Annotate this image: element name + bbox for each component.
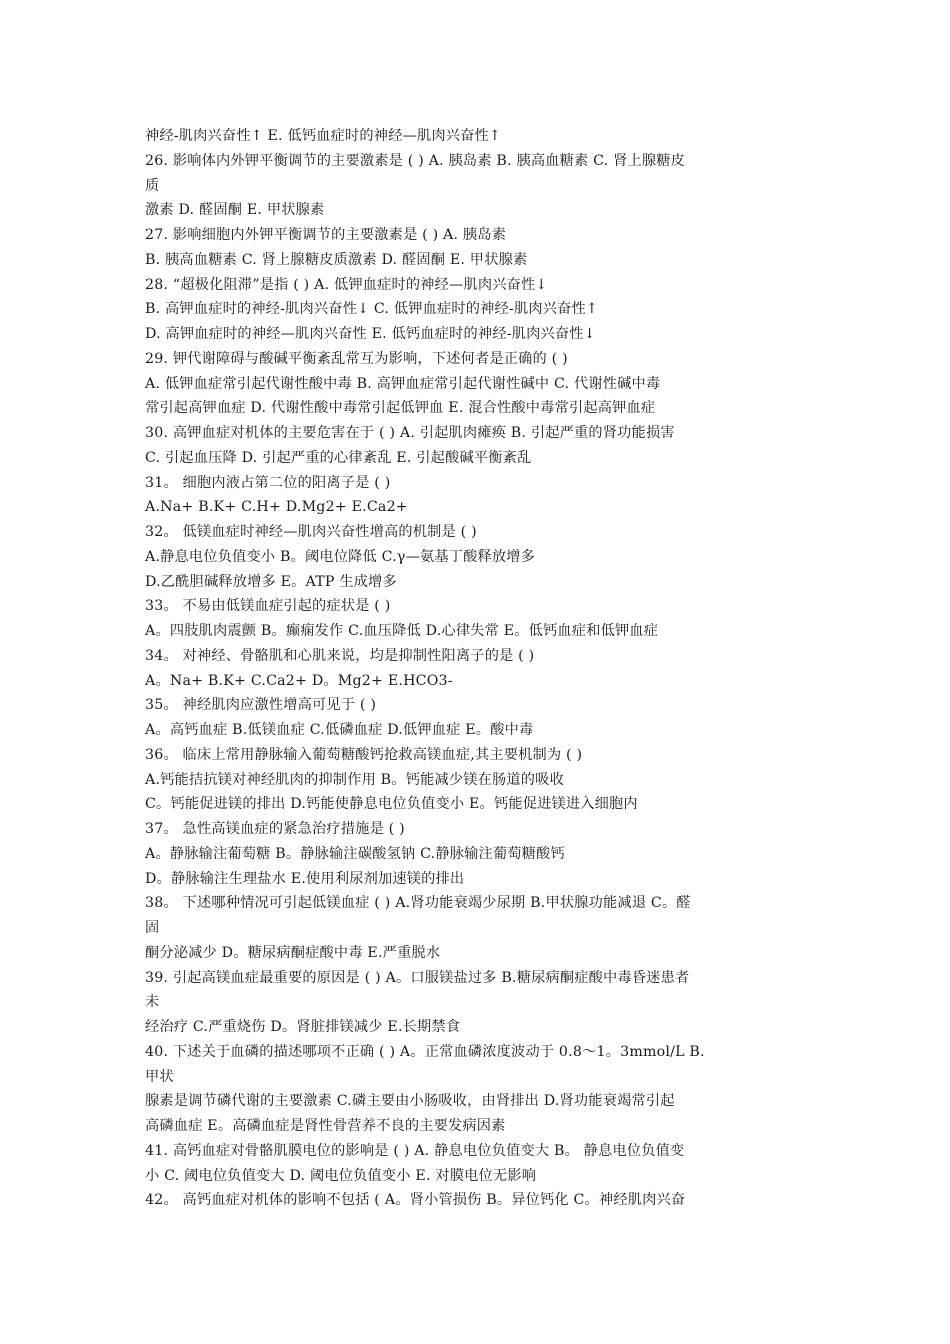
text-line: 39. 引起高镁血症最重要的原因是 ( ) A。口服镁盐过多 B.糖尿病酮症酸中毒昏迷患者 [145, 969, 690, 986]
text-line: 38。 下述哪种情况可引起低镁血症 ( ) A.肾功能衰竭少尿期 B.甲状腺功能减退 C。醛 [145, 895, 691, 912]
text-line: 常引起高钾血症 D. 代谢性酸中毒常引起低钾血 E. 混合性酸中毒常引起高钾血症 [145, 400, 656, 417]
text-line: 甲状 [145, 1068, 174, 1085]
text-line: C. 引起血压降 D. 引起严重的心律紊乱 E. 引起酸碱平衡紊乱 [145, 449, 532, 466]
text-line: 42。 高钙血症对机体的影响不包括 ( A。肾小管损伤 B。异位钙化 C。神经肌肉兴奋 [145, 1192, 686, 1209]
text-line: D.乙酰胆碱释放增多 E。ATP 生成增多 [145, 573, 397, 590]
text-line: 小 C. 阈电位负值变大 D. 阈电位负值变小 E. 对膜电位无影响 [145, 1167, 537, 1184]
text-line: 31。 细胞内液占第二位的阳离子是 ( ) [145, 474, 391, 491]
text-line: 40. 下述关于血磷的描述哪项不正确 ( ) A。正常血磷浓度波动于 0.8～1。3mmol/L B. [145, 1043, 705, 1060]
text-line: 37。 急性高镁血症的紧急治疗措施是 ( ) [145, 821, 405, 837]
text-line: A.Na+ B.K+ C.H+ D.Mg2+ E.Ca2+ [145, 499, 408, 516]
text-line: 41. 高钙血症对骨骼肌膜电位的影响是 ( ) A. 静息电位负值变大 B。 静息电位负值变 [145, 1142, 685, 1159]
text-line: 28. “超极化阻滞”是指 ( ) A. 低钾血症时的神经—肌肉兴奋性↓ [145, 276, 548, 293]
text-line: A。静脉输注葡萄糖 B。静脉输注碳酸氢钠 C.静脉输注葡萄糖酸钙 [145, 845, 565, 862]
text-line: A.静息电位负值变小 B。阈电位降低 C.γ—氨基丁酸释放增多 [145, 548, 536, 565]
text-line: 酮分泌减少 D。糖尿病酮症酸中毒 E.严重脱水 [145, 944, 441, 961]
text-line [145, 1213, 815, 1238]
text-line: 32。 低镁血症时神经—肌肉兴奋性增高的机制是 ( ) [145, 524, 477, 540]
text-line: A。四肢肌肉震颤 B。癫痫发作 C.血压降低 D.心律失常 E。低钙血症和低钾血症 [145, 623, 659, 639]
text-line: D. 高钾血症时的神经—肌肉兴奋性 E. 低钙血症时的神经-肌肉兴奋性↓ [145, 326, 596, 342]
text-line: 经治疗 C.严重烧伤 D。肾脏排镁减少 E.长期禁食 [145, 1019, 461, 1035]
text-line: D。静脉输注生理盐水 E.使用利尿剂加速镁的排出 [145, 870, 465, 887]
text-line: 29. 钾代谢障碍与酸碱平衡紊乱常互为影响，下述何者是正确的 ( ) [145, 350, 568, 367]
text-line: 固 [145, 920, 160, 936]
text-line: 27. 影响细胞内外钾平衡调节的主要激素是 ( ) A. 胰岛素 [145, 227, 507, 243]
text-line: 腺素是调节磷代谢的主要激素 C.磷主要由小肠吸收，由肾排出 D.肾功能衰竭常引起 [145, 1093, 675, 1110]
text-line: 质 [145, 177, 160, 194]
text-line: 高磷血症 E。高磷血症是肾性骨营养不良的主要发病因素 [145, 1118, 506, 1134]
text-line: A。Na+ B.K+ C.Ca2+ D。Mg2+ E.HCO3- [145, 672, 453, 689]
text-line: A.钙能拮抗镁对神经肌肉的抑制作用 B。钙能减少镁在肠道的吸收 [145, 771, 564, 788]
text-line: 33。 不易由低镁血症引起的症状是 ( ) [145, 598, 391, 615]
text-line: 激素 D. 醛固酮 E. 甲状腺素 [145, 202, 325, 219]
text-line: B. 胰高血糖素 C. 肾上腺糖皮质激素 D. 醛固酮 E. 甲状腺素 [145, 251, 528, 268]
text-line: 未 [145, 994, 160, 1011]
document-page [145, 124, 815, 1238]
text-line: A. 低钾血症常引起代谢性酸中毒 B. 高钾血症常引起代谢性碱中 C. 代谢性碱中毒 [145, 375, 661, 392]
text-line: 36。 临床上常用静脉输入葡萄糖酸钙抢救高镁血症,其主要机制为 ( ) [145, 746, 583, 763]
text-line: B. 高钾血症时的神经-肌肉兴奋性↓ C. 低钾血症时的神经-肌肉兴奋性↑ [145, 301, 598, 318]
text-line: C。钙能促进镁的排出 D.钙能使静息电位负值变小 E。钙能促进镁进入细胞内 [145, 796, 638, 813]
text-line: 34。 对神经、骨骼肌和心肌来说，均是抑制性阳离子的是 ( ) [145, 647, 535, 664]
text-line: 神经-肌肉兴奋性↑ E. 低钙血症时的神经—肌肉兴奋性↑ [145, 128, 501, 144]
text-line: 35。 神经肌肉应激性增高可见于 ( ) [145, 697, 377, 714]
text-line: A。高钙血症 B.低镁血症 C.低磷血症 D.低钾血症 E。酸中毒 [145, 722, 534, 738]
text-line: 30. 高钾血症对机体的主要危害在于 ( ) A. 引起肌肉瘫痪 B. 引起严重的肾功能损害 [145, 425, 675, 441]
text-line: 26. 影响体内外钾平衡调节的主要激素是 ( ) A. 胰岛素 B. 胰高血糖素 C. 肾上腺糖皮 [145, 152, 686, 169]
